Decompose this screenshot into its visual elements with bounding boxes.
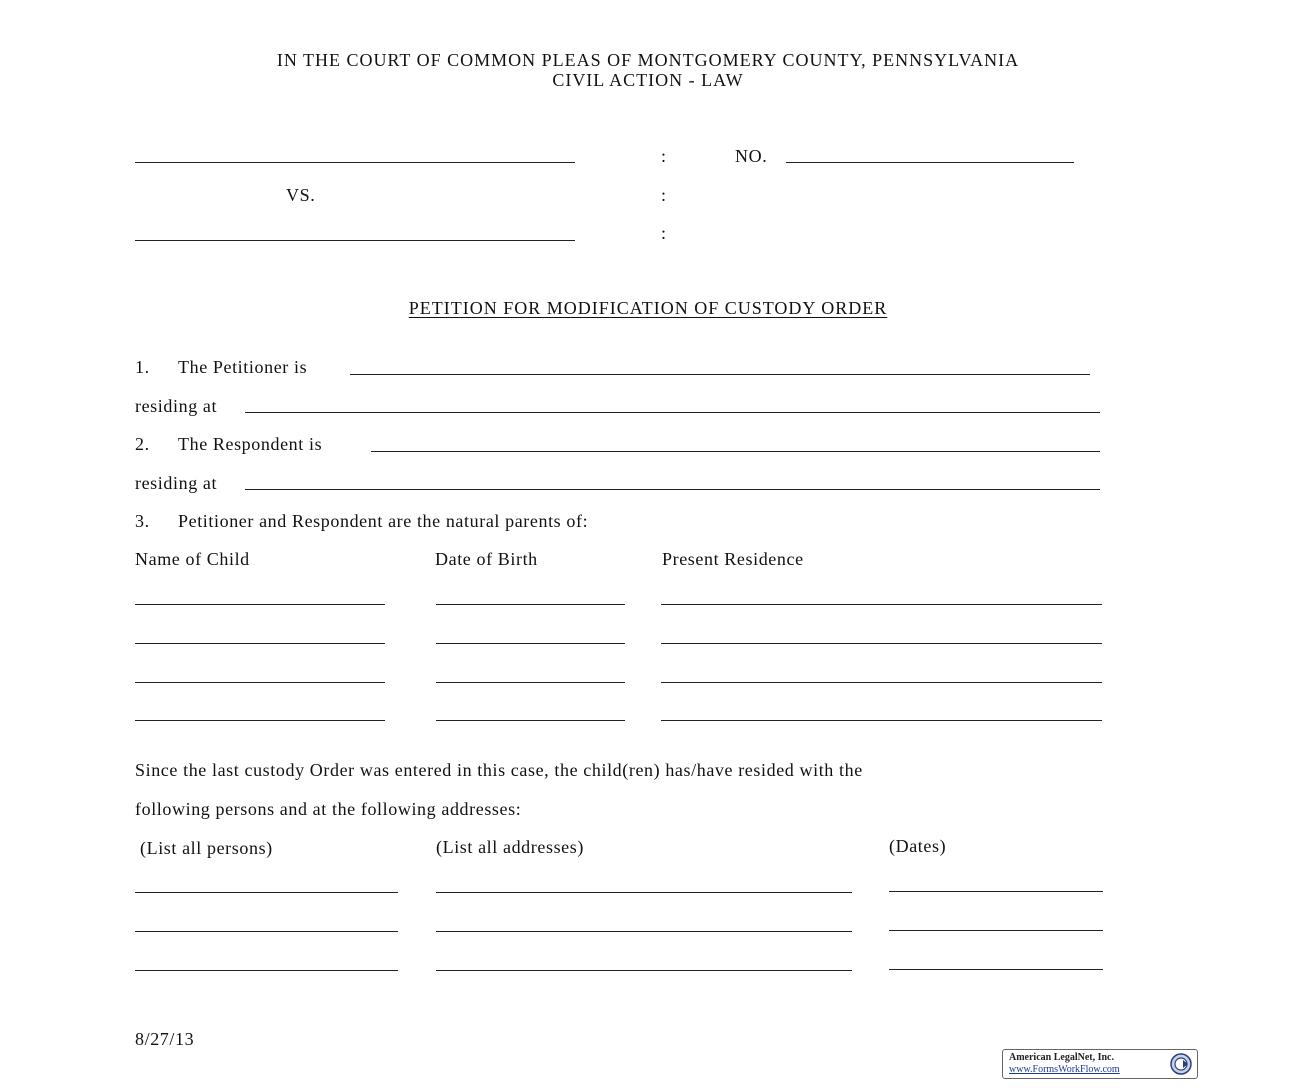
globe-arrow-icon [1169,1052,1193,1076]
address-line[interactable] [436,970,852,971]
case-number-line[interactable] [786,162,1074,163]
form-title: PETITION FOR MODIFICATION OF CUSTODY ORDER [408,298,888,318]
person-line[interactable] [135,970,398,971]
court-heading: IN THE COURT OF COMMON PLEAS OF MONTGOMERY COUNTY, PENNSYLVANIA [276,50,1020,70]
child-residence-line[interactable] [661,643,1102,644]
revision-date: 8/27/13 [135,1029,195,1049]
plaintiff-line[interactable] [135,162,575,163]
child-dob-line[interactable] [436,604,625,605]
item-number: 3. [135,511,150,531]
dates-line[interactable] [889,930,1103,931]
dates-header: (Dates) [889,836,947,856]
respondent-address-line[interactable] [245,489,1100,490]
publisher-logo[interactable] [1002,1049,1198,1079]
person-line[interactable] [135,892,398,893]
vs-label: VS. [286,185,316,205]
caption-colon: : [661,223,667,243]
child-name-header: Name of Child [135,549,250,569]
child-name-line[interactable] [135,643,385,644]
persons-header: (List all persons) [140,838,273,858]
child-dob-line[interactable] [436,720,625,721]
respondent-label: The Respondent is [178,434,323,454]
caption-colon: : [661,185,667,205]
residing-label: residing at [135,396,218,416]
dates-line[interactable] [889,969,1103,970]
dates-line[interactable] [889,891,1103,892]
child-dob-line[interactable] [436,682,625,683]
case-number-label: NO. [735,146,768,166]
address-line[interactable] [436,931,852,932]
child-residence-line[interactable] [661,604,1102,605]
child-dob-line[interactable] [436,643,625,644]
child-name-line[interactable] [135,720,385,721]
petitioner-label: The Petitioner is [178,357,308,377]
child-name-line[interactable] [135,604,385,605]
respondent-name-line[interactable] [371,451,1100,452]
child-residence-line[interactable] [661,682,1102,683]
petitioner-address-line[interactable] [245,412,1100,413]
child-dob-header: Date of Birth [435,549,538,569]
petitioner-name-line[interactable] [350,374,1090,375]
action-heading: CIVIL ACTION - LAW [552,70,744,90]
defendant-line[interactable] [135,240,575,241]
address-line[interactable] [436,892,852,893]
caption-colon: : [661,146,667,166]
item-number: 1. [135,357,150,377]
child-residence-line[interactable] [661,720,1102,721]
item-number: 2. [135,434,150,454]
history-sentence-line2: following persons and at the following addresses: [135,799,522,819]
residing-label: residing at [135,473,218,493]
child-residence-header: Present Residence [662,549,804,569]
parents-label: Petitioner and Respondent are the natural parents of: [178,511,589,531]
person-line[interactable] [135,931,398,932]
logo-url[interactable]: www.FormsWorkFlow.com [1009,1064,1120,1075]
history-sentence-line1: Since the last custody Order was entered in this case, the child(ren) has/have resided with the [135,760,863,780]
logo-name: American LegalNet, Inc. [1009,1052,1114,1063]
addresses-header: (List all addresses) [436,837,584,857]
child-name-line[interactable] [135,682,385,683]
